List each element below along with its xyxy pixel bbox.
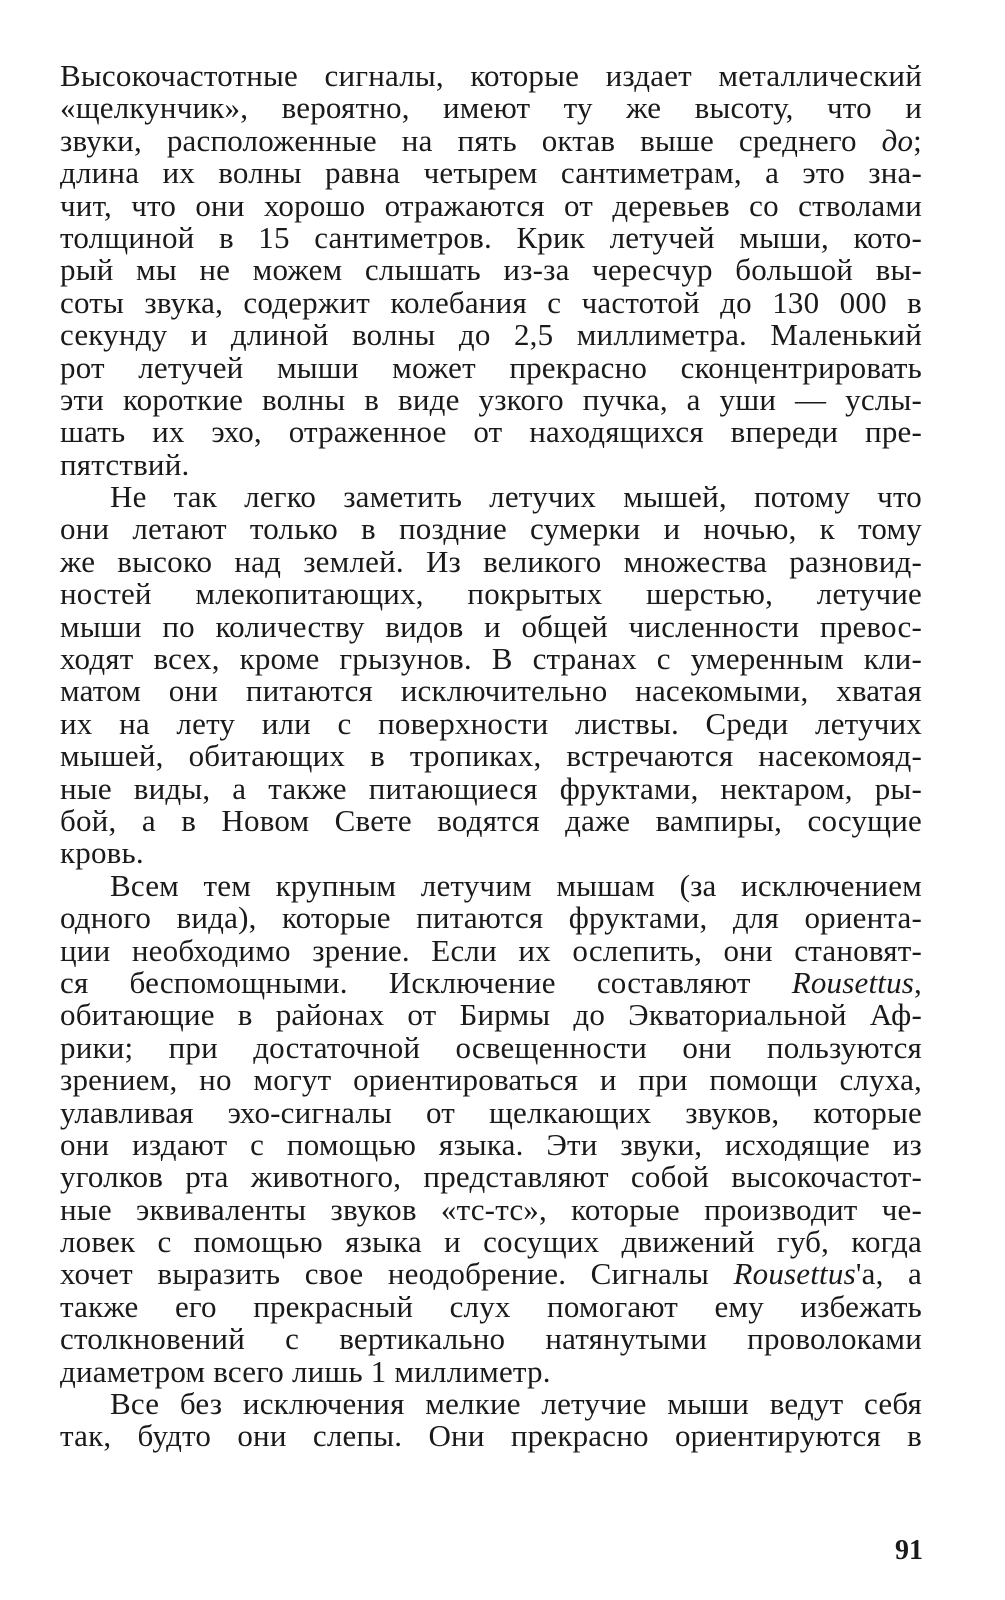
text-line: эти короткие волны в виде узкого пучка, а уши — услы- xyxy=(60,381,922,417)
text-line: матом они питаются исключительно насекомыми, хватая xyxy=(60,673,922,709)
paragraph-2 xyxy=(60,481,922,870)
text-line: зрением, но могут ориентироваться и при помощи слуха, xyxy=(60,1062,922,1098)
text-line: же высоко над землей. Из великого множества разновид- xyxy=(60,543,922,579)
text-line: рый мы не можем слышать из-за чересчур большой вы- xyxy=(60,252,922,288)
text-line: Высокочастотные сигналы, которые издает металлический xyxy=(60,58,922,93)
text-line: также его прекрасный слух помогают ему избежать xyxy=(60,1288,922,1324)
text-line: ные виды, а также питающиеся фруктами, нектаром, ры- xyxy=(60,770,922,806)
text-line: кровь. xyxy=(60,835,144,871)
page-number: 91 xyxy=(895,1535,923,1566)
text-line: одного вида), которые питаются фруктами, для ориента- xyxy=(60,900,922,936)
text-line: мышей, обитающих в тропиках, встречаются насекомояд- xyxy=(60,738,922,774)
text-line: уголков рта животного, представляют собой высокочастот- xyxy=(60,1159,922,1195)
text-line: столкновений с вертикально натянутыми проволоками xyxy=(60,1321,922,1357)
text-line: чит, что они хорошо отражаются от деревьев со стволами xyxy=(60,187,922,223)
text-line: рот летучей мыши может прекрасно сконцентрировать xyxy=(60,349,922,385)
text-line: Все без исключения мелкие летучие мыши ведут себя xyxy=(110,1386,922,1422)
text-line: улавливая эхо-сигналы от щелкающих звуков, которые xyxy=(60,1094,922,1130)
text-line: рики; при достаточной освещенности они пользуются xyxy=(60,1029,922,1065)
text-line: бой, а в Новом Свете водятся даже вампиры, сосущие xyxy=(60,802,922,838)
text-line: соты звука, содержит колебания с частотой до 130 000 в xyxy=(60,284,922,320)
text-line: шать их эхо, отраженное от находящихся впереди пре- xyxy=(60,414,922,450)
text-line: они издают с помощью языка. Эти звуки, исходящие из xyxy=(60,1126,922,1162)
text-line: секунду и длиной волны до 2,5 миллиметра. Маленький xyxy=(60,317,922,353)
text-line: ции необходимо зрение. Если их ослепить, они становят- xyxy=(60,932,922,968)
text-line: длина их волны равна четырем сантиметрам, а это зна- xyxy=(60,155,922,191)
text-line: они летают только в поздние сумерки и ночью, к тому xyxy=(60,511,922,547)
text-line: их на лету или с поверхности листвы. Среди летучих xyxy=(60,705,922,741)
text-line: ностей млекопитающих, покрытых шерстью, летучие xyxy=(60,576,922,612)
paragraph-4 xyxy=(60,1388,922,1453)
text-line: пятствий. xyxy=(60,446,190,482)
text-line: толщиной в 15 сантиметров. Крик летучей мыши, кото- xyxy=(60,219,922,255)
text-line: «щелкунчик», вероятно, имеют ту же высоту, что и xyxy=(60,90,922,126)
text-line: ходят всех, кроме грызунов. В странах с умеренным кли- xyxy=(60,641,922,677)
text-line: мыши по количеству видов и общей численности превос- xyxy=(60,608,922,644)
text-line: хочет выразить свое неодобрение. Сигналы Rousettus'а, а xyxy=(60,1256,922,1292)
text-line: так, будто они слепы. Они прекрасно ориентируются в xyxy=(60,1418,922,1454)
paragraph-1 xyxy=(60,60,922,481)
page-body xyxy=(60,60,922,1453)
text-line: обитающие в районах от Бирмы до Экваториальной Аф- xyxy=(60,997,922,1033)
text-line: ные эквиваленты звуков «тс-тс», которые производит че- xyxy=(60,1191,922,1227)
text-line: диаметром всего лишь 1 миллиметр. xyxy=(60,1353,551,1389)
text-line: Не так легко заметить летучих мышей, потому что xyxy=(110,479,922,515)
text-line: ловек с помощью языка и сосущих движений губ, когда xyxy=(60,1224,922,1260)
text-line: ся беспомощными. Исключение составляют Rousettus, xyxy=(60,964,922,1000)
text-line: Всем тем крупным летучим мышам (за исключением xyxy=(110,867,922,903)
text-line: звуки, расположенные на пять октав выше среднего до; xyxy=(60,122,922,158)
paragraph-3 xyxy=(60,867,922,1389)
